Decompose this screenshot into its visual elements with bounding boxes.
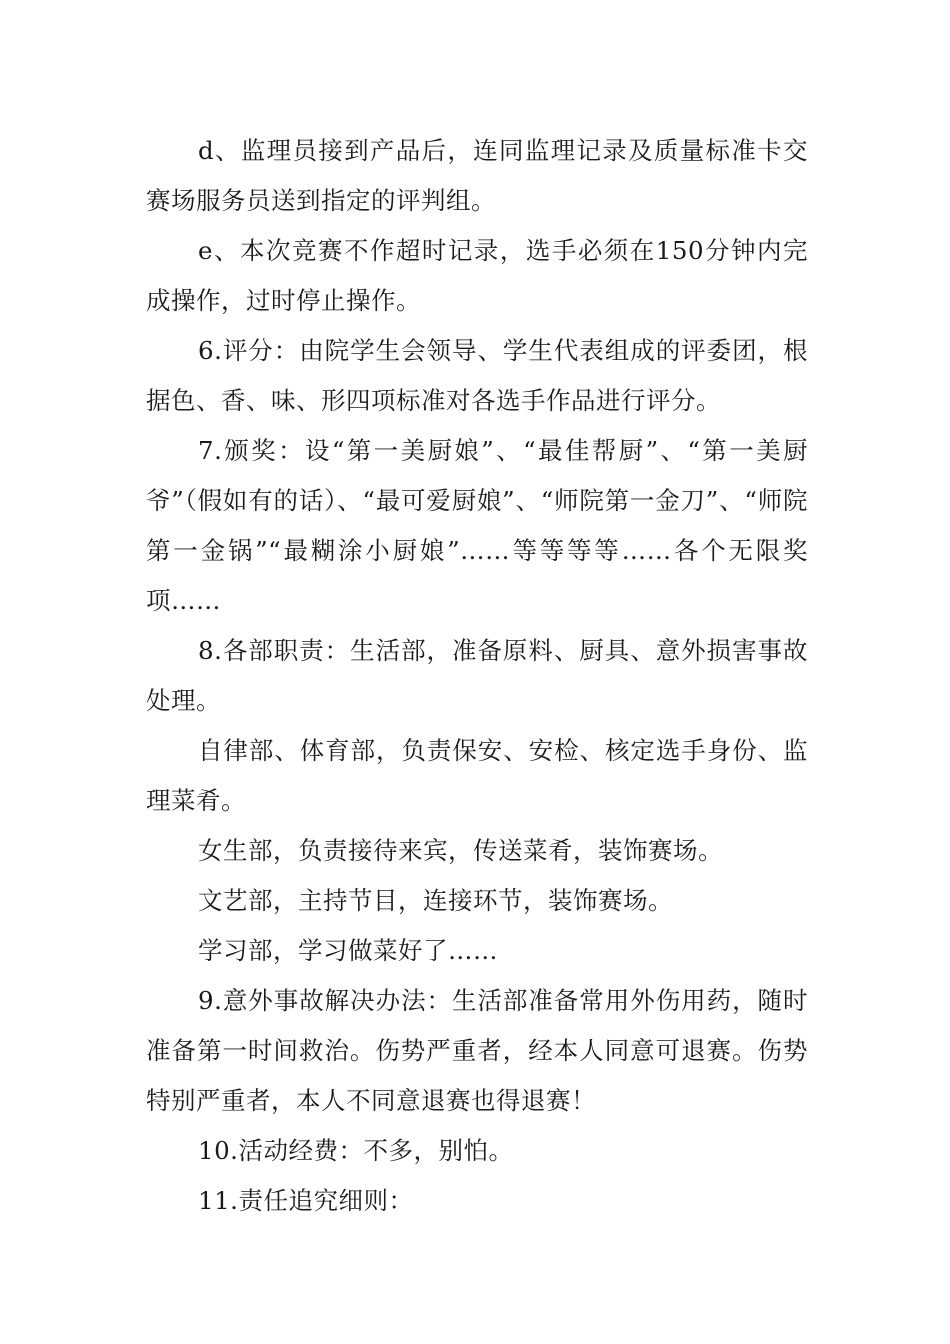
paragraph-time-limit: e、本次竞赛不作超时记录，选手必须在150分钟内完成操作，过时停止操作。 bbox=[146, 236, 808, 315]
paragraph-arts-dept: 文艺部，主持节目，连接环节，装饰赛场。 bbox=[198, 886, 673, 915]
paragraph-supervisor-handoff: d、监理员接到产品后，连同监理记录及质量标准卡交赛场服务员送到指定的评判组。 bbox=[146, 136, 808, 215]
paragraph-funding: 10.活动经费：不多，别怕。 bbox=[198, 1136, 514, 1165]
paragraph-accident-handling: 9.意外事故解决办法：生活部准备常用外伤用药，随时准备第一时间救治。伤势严重者，经本人同意可退赛。伤势特别严重者，本人不同意退赛也得退赛！ bbox=[146, 986, 808, 1115]
document-body bbox=[146, 126, 808, 1226]
paragraph-discipline-sports-dept: 自律部、体育部，负责保安、安检、核定选手身份、监理菜肴。 bbox=[146, 736, 808, 815]
paragraph-scoring: 6.评分：由院学生会领导、学生代表组成的评委团，根据色、香、味、形四项标准对各选手作品进行评分。 bbox=[146, 336, 808, 415]
paragraph-awards: 7.颁奖：设“第一美厨娘”、“最佳帮厨”、“第一美厨爷”（假如有的话）、“最可爱厨娘”、“师院第一金刀”、“师院第一金锅”“最糊涂小厨娘”……等等等等……各个无限奖项…… bbox=[146, 436, 808, 615]
paragraph-department-duties: 8.各部职责：生活部，准备原料、厨具、意外损害事故处理。 bbox=[146, 636, 808, 715]
paragraph-girls-dept: 女生部，负责接待来宾，传送菜肴，装饰赛场。 bbox=[198, 836, 723, 865]
paragraph-study-dept: 学习部，学习做菜好了…… bbox=[198, 936, 498, 965]
paragraph-accountability: 11.责任追究细则： bbox=[198, 1186, 414, 1215]
